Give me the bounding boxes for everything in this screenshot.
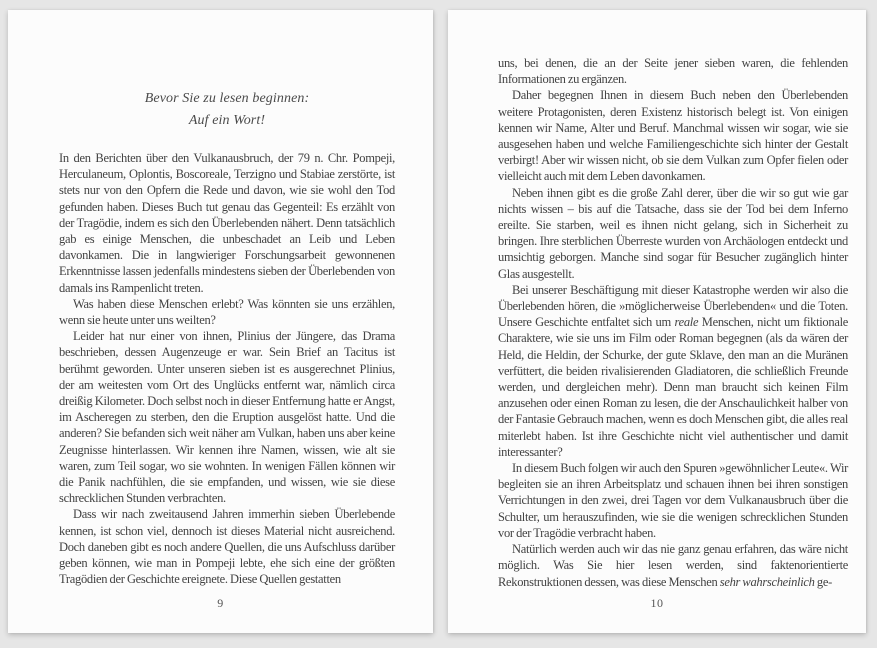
paragraph: Neben ihnen gibt es die große Zahl derer, über die wir so gut wie gar nichts wissen – bis auf die Tatsache, dass sie der Tod bei dem Inferno ereilte. Sie starben, weil es ihnen nicht gelang, sich in Sicherheit zu bringen. Ihre sterblichen Überreste wurden von Archäologen entdeckt und umsichtig geborgen. Manche sind sogar für Besucher zugänglich hinter Glas ausgestellt.: [498, 185, 848, 281]
book-page-right: [448, 10, 866, 633]
page-body-right: [498, 55, 848, 590]
paragraph: Daher begegnen Ihnen in diesem Buch neben den Überlebenden weitere Protagonisten, deren Existenz historisch belegt ist. Von einigen kennen wir Name, Alter und Beruf. Manchmal wissen wir sogar, wie sie ausgesehen haben und welche Familiengeschichte sich hinter der Gestalt verbirgt! Aber wir wissen nicht, ob sie dem Vulkan zum Opfer fielen oder vielleicht auch mit dem Leben davonkamen.: [498, 88, 848, 184]
paragraph: Dass wir nach zweitausend Jahren immerhin sieben Überlebende kennen, ist schon viel, dennoch ist dieses Material nicht ausreichend. Doch daneben gibt es noch andere Quellen, die uns Aufschluss darüber geben können, wie man in Pompeji lebte, ehe sich eine der größten Tragödien der Geschichte ereignete. Diese Quellen gestatten: [59, 507, 395, 587]
paragraph: In diesem Buch folgen wir auch den Spuren »gewöhnlicher Leute«. Wir begleiten sie an ihren Arbeitsplatz und schauen ihnen bei ihren sonstigen Verrichtungen in den zwei, drei Tagen vor dem Vulkanausbruch über die Schulter, um herauszufinden, wie sie die wenigen schrecklichen Stunden vor der Tragödie verbracht haben.: [498, 461, 848, 540]
paragraph: Bei unserer Beschäftigung mit dieser Katastrophe werden wir also die Überlebenden hören, die »möglicherweise Überlebenden« und die Toten. Unsere Geschichte entfaltet sich um reale Menschen, nicht um fiktionale Charaktere, wie sie uns im Film oder Roman begegnen (als da wären der Held, die Heldin, der Schurke, der gute Sklave, den man an die Muränen verfüttert, die beiden rivalisierenden Gladiatoren, die schließlich Freunde werden, und dergleichen mehr). Denn man braucht sich keinen Film anzusehen oder einen Roman zu lesen, die der Anschaulichkeit halber von der Fantasie Gebrauch machen, wenn es doch Menschen gibt, die alles real miterlebt haben. Ist ihre Geschichte nicht viel authentischer und damit interessanter?: [498, 282, 848, 459]
page-body-left: [59, 150, 395, 587]
paragraph: Natürlich werden auch wir das nie ganz genau erfahren, das wäre nicht möglich. Was Sie hier lesen werden, sind faktenorientierte Rekonstruktionen dessen, was diese Menschen sehr wahrscheinlich ge-: [498, 542, 848, 589]
chapter-heading-line-2: Auf ein Wort!: [188, 113, 266, 128]
chapter-heading: [59, 88, 395, 132]
book-page-left: [8, 10, 433, 633]
paragraph: Was haben diese Menschen erlebt? Was könnten sie uns erzählen, wenn sie heute unter uns weilten?: [59, 296, 395, 328]
chapter-heading-line-1: Bevor Sie zu lesen beginnen:: [144, 91, 310, 106]
paragraph: uns, bei denen, die an der Seite jener sieben waren, die fehlenden Informationen zu ergänzen.: [498, 56, 848, 87]
paragraph: Leider hat nur einer von ihnen, Plinius der Jüngere, das Drama beschrieben, dessen Augenzeuge er war. Sein Brief an Tacitus ist berühmt geworden. Unter unseren sieben ist es ausgerechnet Plinius, der am weitesten vom Ort des Unglücks entfernt war, nämlich circa dreißig Kilometer. Doch selbst noch in dieser Entfernung hatte er Angst, im Ascheregen zu sterben, den die Eruption ausgelöst hatte. Und die anderen? Sie befanden sich weit näher am Vulkan, haben uns aber keine Zeugnisse hinterlassen. Wir kennen ihre Namen, wissen, wie alt sie waren, zum Teil sogar, wo sie wohnten. In wenigen Fällen können wir die Panik nachfühlen, die sie empfanden, und wissen, wie sie diese schrecklichen Stunden verbrachten.: [59, 329, 395, 506]
paragraph: In den Berichten über den Vulkanausbruch, der 79 n. Chr. Pompeji, Herculaneum, Oplontis, Boscoreale, Terzigno und Stabiae zerstörte, ist stets nur von den Opfern die Rede und davon, wie sie wohl den Tod gefunden haben. Dieses Buch tut genau das Gegenteil: Es erzählt von der Tragödie, indem es sich den Überlebenden nähert. Denn tatsächlich gab es einige Menschen, die unbeschadet an Leib und Leben davonkamen. Die in langwieriger Forschungsarbeit gewonnenen Erkenntnisse lassen jedenfalls mindestens sieben der Überlebenden von damals ins Rampenlicht treten.: [59, 151, 395, 295]
page-number-left: 9: [217, 596, 224, 610]
page-number-right: 10: [650, 596, 664, 610]
